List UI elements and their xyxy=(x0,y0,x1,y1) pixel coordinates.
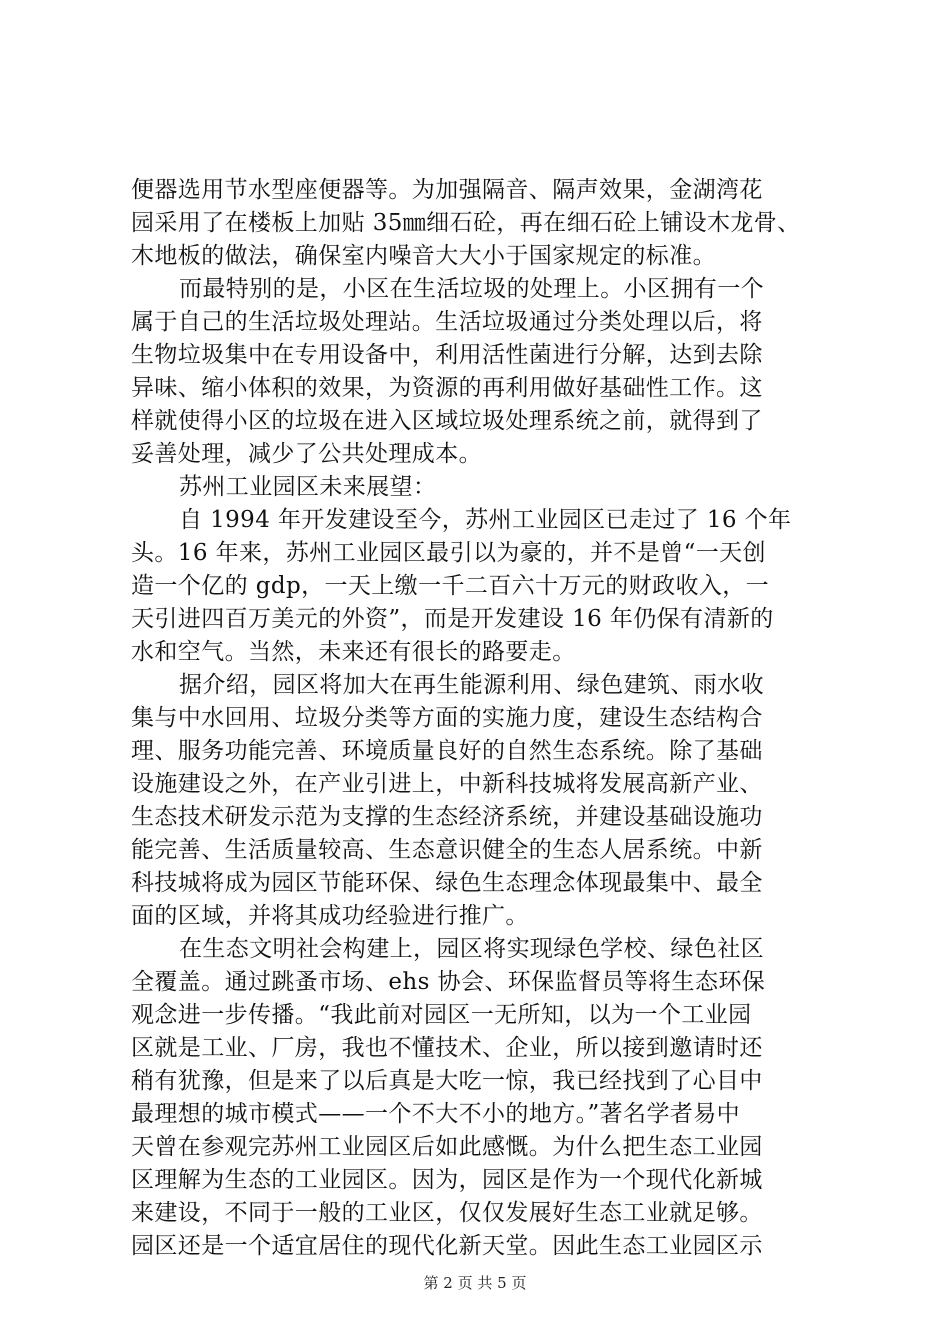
text-line: 木地板的做法，确保室内噪音大大小于国家规定的标准。 xyxy=(131,243,716,269)
text-line: 观念进一步传播。“我此前对园区一无所知，以为一个工业园 xyxy=(131,1002,752,1028)
text-line: 天引进四百万美元的外资”，而是开发建设 16 年仍保有清新的 xyxy=(131,606,774,632)
text-line: 水和空气。当然，未来还有很长的路要走。 xyxy=(131,639,576,665)
text-line: 集与中水回用、垃圾分类等方面的实施力度，建设生态结构合 xyxy=(131,705,763,731)
text-line: 区理解为生态的工业园区。因为，园区是作为一个现代化新城 xyxy=(131,1167,763,1193)
page-number-footer: 第 2 页 共 5 页 xyxy=(423,1274,527,1292)
text-line: 生物垃圾集中在专用设备中，利用活性菌进行分解，达到去除 xyxy=(131,342,763,368)
text-line: 来建设，不同于一般的工业区，仅仅发展好生态工业就足够。 xyxy=(131,1200,763,1226)
text-line: 园采用了在楼板上加贴 35㎜细石砼，再在细石砼上铺设木龙骨、 xyxy=(131,210,801,236)
document-body xyxy=(131,174,831,1263)
paragraph-first-line: 自 1994 年开发建设至今，苏州工业园区已走过了 16 个年 xyxy=(179,507,792,533)
text-line: 设施建设之外，在产业引进上，中新科技城将发展高新产业、 xyxy=(131,771,763,797)
paragraph-first-line: 据介绍，园区将加大在再生能源利用、绿色建筑、雨水收 xyxy=(179,672,764,698)
text-line: 生态技术研发示范为支撑的生态经济系统，并建设基础设施功 xyxy=(131,804,763,830)
text-line: 最理想的城市模式——一个不大不小的地方。”著名学者易中 xyxy=(131,1101,741,1127)
paragraph-first-line: 苏州工业园区未来展望： xyxy=(179,474,437,500)
text-line: 区就是工业、厂房，我也不懂技术、企业，所以接到邀请时还 xyxy=(131,1035,763,1061)
text-line: 科技城将成为园区节能环保、绿色生态理念体现最集中、最全 xyxy=(131,870,763,896)
paragraph-first-line: 而最特别的是，小区在生活垃圾的处理上。小区拥有一个 xyxy=(179,276,764,302)
text-line: 园区还是一个适宜居住的现代化新天堂。因此生态工业园区示 xyxy=(131,1233,763,1259)
text-line: 头。16 年来，苏州工业园区最引以为豪的，并不是曾“一天创 xyxy=(131,540,766,566)
text-line: 妥善处理，减少了公共处理成本。 xyxy=(131,441,482,467)
text-line: 属于自己的生活垃圾处理站。生活垃圾通过分类处理以后，将 xyxy=(131,309,763,335)
text-line: 天曾在参观完苏州工业园区后如此感慨。为什么把生态工业园 xyxy=(131,1134,763,1160)
text-line: 异味、缩小体积的效果，为资源的再利用做好基础性工作。这 xyxy=(131,375,763,401)
text-line: 造一个亿的 gdp，一天上缴一千二百六十万元的财政收入，一 xyxy=(131,573,770,599)
text-line: 能完善、生活质量较高、生态意识健全的生态人居系统。中新 xyxy=(131,837,763,863)
text-line: 稍有犹豫，但是来了以后真是大吃一惊，我已经找到了心目中 xyxy=(131,1068,763,1094)
text-line: 便器选用节水型座便器等。为加强隔音、隔声效果，金湖湾花 xyxy=(131,177,763,203)
text-line: 样就使得小区的垃圾在进入区域垃圾处理系统之前，就得到了 xyxy=(131,408,763,434)
paragraph-first-line: 在生态文明社会构建上，园区将实现绿色学校、绿色社区 xyxy=(179,936,764,962)
text-line: 全覆盖。通过跳蚤市场、ehs 协会、环保监督员等将生态环保 xyxy=(131,969,766,995)
text-line: 面的区域，并将其成功经验进行推广。 xyxy=(131,903,529,929)
text-line: 理、服务功能完善、环境质量良好的自然生态系统。除了基础 xyxy=(131,738,763,764)
